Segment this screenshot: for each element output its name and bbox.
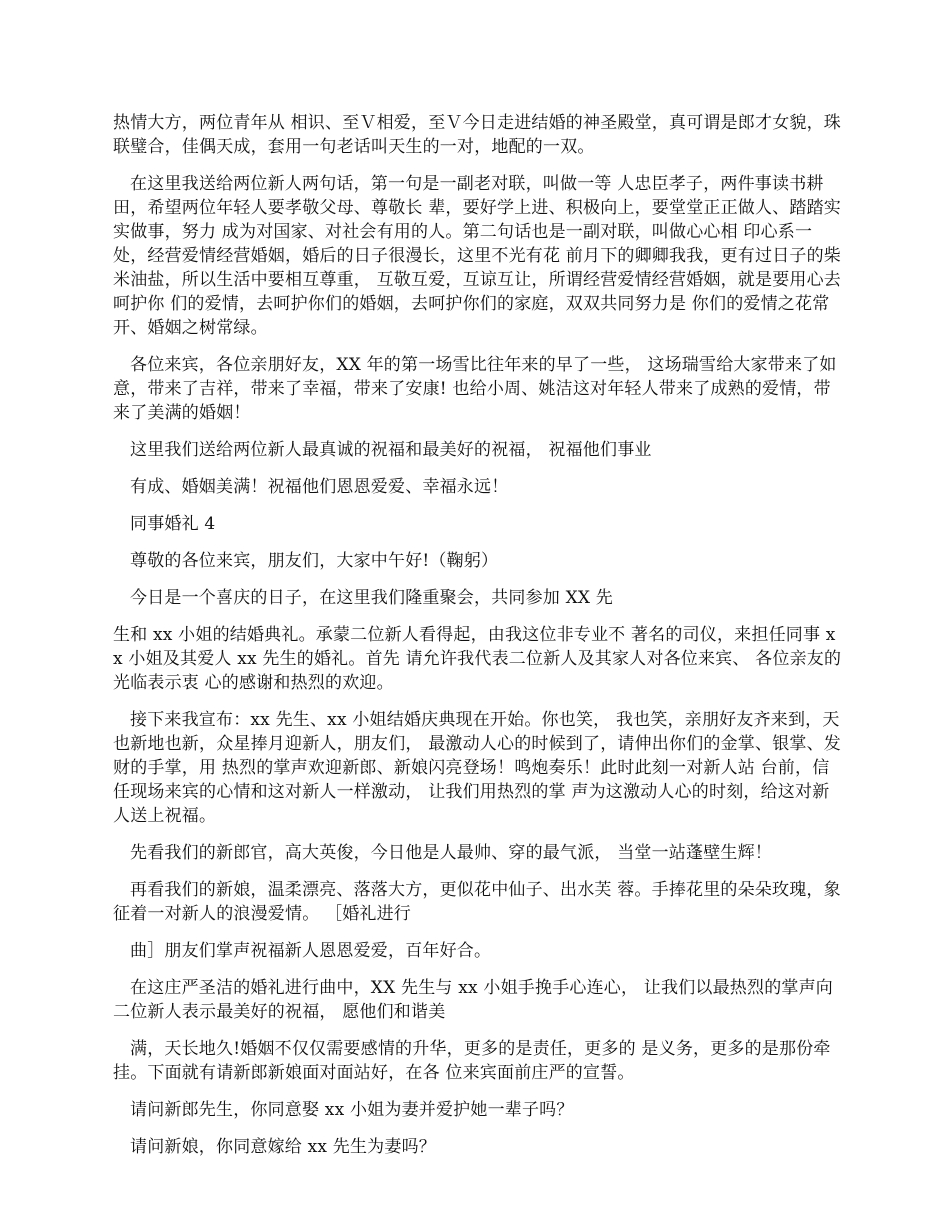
paragraph: 在这庄严圣洁的婚礼进行曲中，XX 先生与 xx 小姐手挽手心连心， 让我们以最热烈的掌声向二位新人表示最美好的祝福， 愿他们和谐美 [113, 978, 833, 1022]
paragraph: 今日是一个喜庆的日子，在这里我们隆重聚会，共同参加 XX 先 [130, 588, 614, 608]
paragraph: 尊敬的各位来宾，朋友们，大家中午好!（鞠躬） [130, 551, 499, 571]
paragraph: 请问新娘，你同意嫁给 xx 先生为妻吗？ [130, 1137, 436, 1157]
paragraph: 热情大方，两位青年从 相识、至Ｖ相爱，至Ｖ今日走进结婚的神圣殿堂，真可谓是郎才女貌，珠 联璧合，佳偶天成，套用一句老话叫天生的一对，地配的一双。 [113, 113, 847, 157]
paragraph: 先看我们的新郎官，高大英俊，今日他是人最帅、穿的最气派， 当堂一站蓬壁生辉！ [130, 843, 773, 863]
paragraph: 再看我们的新娘，温柔漂亮、落落大方，更似花中仙子、出水芙 蓉。手捧花里的朵朵玫瑰，象征着一对新人的浪漫爱情。 ［婚礼进行 [113, 880, 841, 924]
paragraph: 这里我们送给两位新人最真诚的祝福和最美好的祝福， 祝福他们事业 [130, 440, 652, 460]
paragraph: 在这里我送给两位新人两句话，第一句是一副老对联，叫做一等 人忠臣孝子，两件事读书耕田，希望两位年轻人要孝敬父母、尊敬长 辈，要好学上进、积极向上，要堂堂正正做人、踏踏实实做事，努力 成为对国家、对社会有用的人。第二句话也是一副对联，叫做心心相 印心系一处，经营爱情经营婚姻，婚后的日子很漫长，这里不光有花 前月下的卿卿我我，更有过日子的柴米油盐，所以生活中要相互尊重， 互敬互爱，互谅互让，所谓经营爱情经营婚姻，就是要用心去呵护你 们的爱情，去呵护你们的婚姻，去呵护你们的家庭，双双共同努力是 你们的爱情之花常开、婚姻之树常绿。 [113, 174, 842, 338]
paragraph: 曲］朋友们掌声祝福新人恩恩爱爱，百年好合。 [130, 941, 492, 961]
paragraph: 请问新郎先生，你同意娶 xx 小姐为妻并爱护她一辈子吗？ [130, 1100, 574, 1120]
paragraph: 满，天长地久!婚姻不仅仅需要感情的升华，更多的是责任，更多的 是义务，更多的是那份牵挂。下面就有请新郎新娘面对面站好，在各 位来宾面前庄严的宣誓。 [113, 1039, 831, 1083]
section-heading: 同事婚礼 4 [130, 514, 216, 534]
document-body [113, 111, 847, 1172]
paragraph: 有成、婚姻美满！祝福他们恩恩爱爱、幸福永远！ [130, 477, 509, 497]
paragraph: 各位来宾，各位亲朋好友，XX 年的第一场雪比往年来的早了一些， 这场瑞雪给大家带来了如意，带来了吉祥，带来了幸福，带来了安康! 也给小周、姚洁这对年轻人带来了成熟的爱情，带来了美满的婚姻！ [113, 355, 837, 423]
paragraph: 生和 xx 小姐的结婚典礼。承蒙二位新人看得起，由我这位非专业不 著名的司仪，来担任同事 xx 小姐及其爱人 xx 先生的婚礼。首先 请允许我代表二位新人及其家人对各位来宾、 各位亲友的光临表示衷 心的感谢和热烈的欢迎。 [113, 625, 842, 693]
paragraph: 接下来我宣布：xx 先生、xx 小姐结婚庆典现在开始。你也笑， 我也笑，亲朋好友齐来到，天也新地也新，众星捧月迎新人，朋友们， 最激动人心的时候到了，请伸出你们的金掌、银掌、发财的手掌，用 热烈的掌声欢迎新郎、新娘闪亮登场！鸣炮奏乐！此时此刻一对新人站 台前，信任现场来宾的心情和这对新人一样激动， 让我们用热烈的掌 声为这激动人心的时刻，给这对新人送上祝福。 [113, 710, 842, 826]
